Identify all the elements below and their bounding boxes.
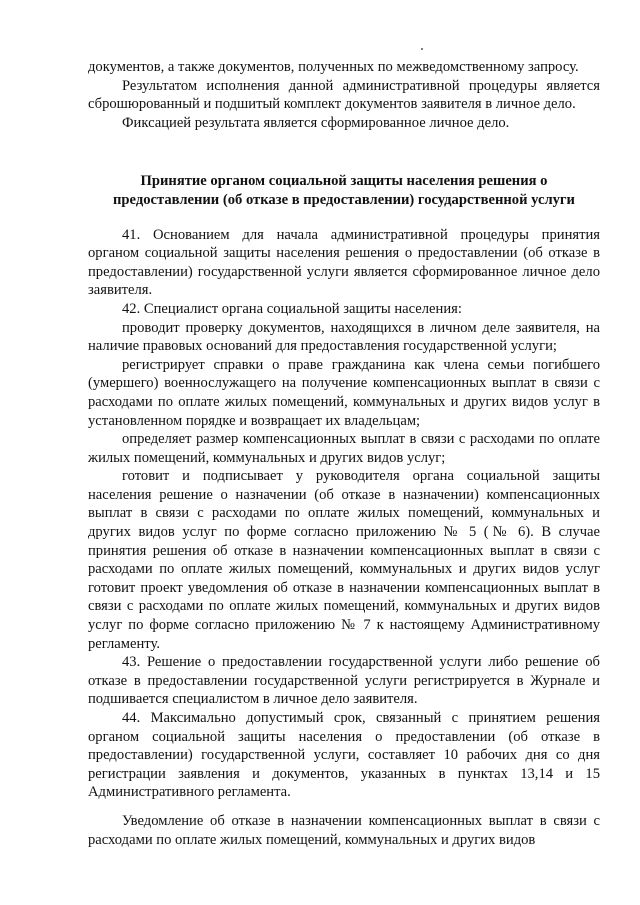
document-page (88, 58, 600, 849)
paragraph-continuation: документов, а также документов, полученных по межведомственному запросу. (88, 59, 579, 75)
paragraph-42: 42. Специалист органа социальной защиты населения: (122, 300, 462, 317)
paragraph-42-prepare: готовит и подписывает у руководителя органа социальной защиты населения решение о назначении (об отказе в назначении) компенсационных выплат в связи с расходами по оплате жилых помещений, коммунальных и других видов услуг по форме согласно приложению № 5 (№ 6). В случае принятия решения об отказе в назначении компенсационных выплат в связи с расходами по оплате жилых помещений, коммунальных и других видов услуг готовит проект уведомления об отказе в назначении компенсационных выплат в связи с расходами по оплате жилых помещений, коммунальных и других видов услуг по форме согласно приложению № 7 к настоящему Административному регламенту. (88, 468, 600, 652)
scan-speck (421, 48, 423, 50)
paragraph-notification: Уведомление об отказе в назначении компенсационных выплат в связи с расходами по оплате жилых помещений, коммунальных и других видов (88, 812, 600, 848)
section-heading: Принятие органом социальной защиты населения решения о предоставлении (об отказе в предоставлении) государственной услуги (113, 173, 575, 208)
paragraph-44: 44. Максимально допустимый срок, связанный с принятием решения органом социальной защиты населения о предоставлении (об отказе в предоставлении) государственной услуги, составляет 10 рабочих дня со дня регистрации заявления и документов, указанных в пунктах 13,14 и 15 Административного регламента. (88, 710, 600, 801)
paragraph-41: 41. Основанием для начала административной процедуры принятия органом социальной защиты населения решения о предоставлении (об отказе в предоставлении) государственной услуги является сформированное личное дело заявителя. (88, 226, 600, 299)
paragraph-42-check: проводит проверку документов, находящихся в личном деле заявителя, на наличие правовых оснований для предоставления государственной услуги; (88, 319, 600, 355)
paragraph-fixation: Фиксацией результата является сформированное личное дело. (122, 114, 510, 131)
paragraph-43: 43. Решение о предоставлении государственной услуги либо решение об отказе в предоставлении государственной услуги регистрируется в Журнале и подшивается специалистом в личное дело заявителя. (88, 654, 600, 708)
paragraph-result: Результатом исполнения данной административной процедуры является сброшюрованный и подшитый комплект документов заявителя в личное дело. (88, 77, 600, 113)
paragraph-42-determine: определяет размер компенсационных выплат в связи с расходами по оплате жилых помещений, коммунальных и других видов услуг; (88, 431, 600, 466)
paragraph-42-register: регистрирует справки о праве гражданина как члена семьи погибшего (умершего) военнослужащего на получение компенсационных выплат в связи с расходами по оплате жилых помещений, коммунальных и других видов услуг в установленном порядке и возвращает их владельцам; (88, 356, 600, 429)
